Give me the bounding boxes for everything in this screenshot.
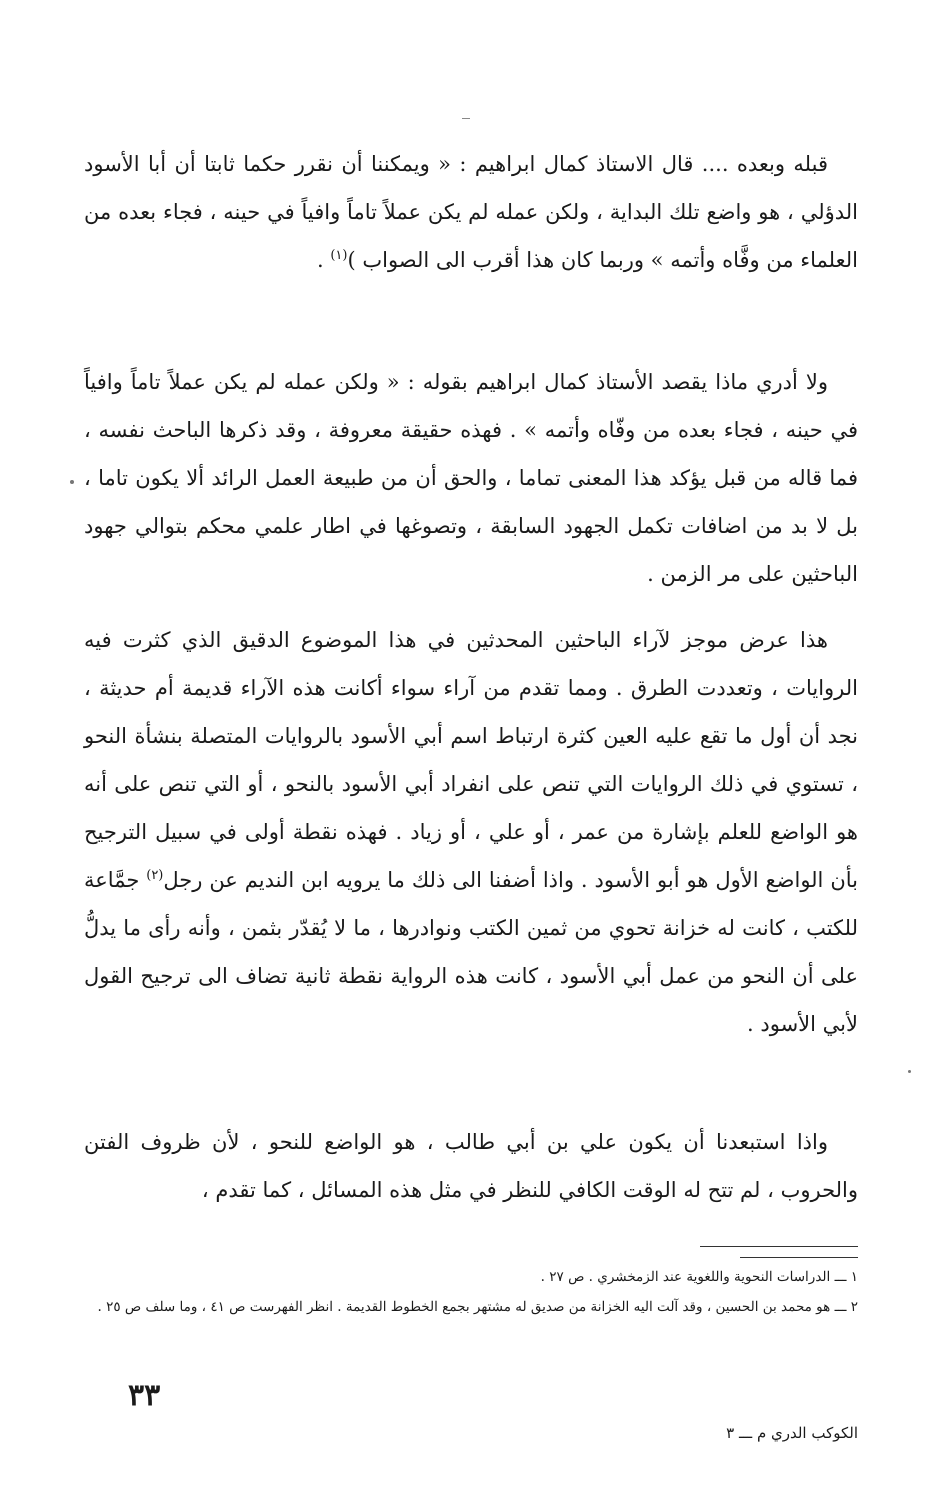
footnotes [78,1262,858,1322]
stray-dot [70,480,74,484]
paragraph-text: هذا عرض موجز لآراء الباحثين المحدثين في هذا الموضوع الدقيق الذي كثرت فيه الروايات ، وتعددت الطرق . ومما تقدم من آراء سواء أكانت هذه الآراء قديمة أم حديثة ، نجد أن أول ما تقع عليه العين كثرة ارتباط اسم أبي الأسود بالروايات المتصلة بنشأة النحو ، تستوي في ذلك الروايات التي تنص على انفراد أبي الأسود بالنحو ، أو التي تنص على أنه هو الواضع للعلم بإشارة من عمر ، أو علي ، أو زياد . فهذه نقطة أولى في سبيل الترجيح بأن الواضع الأول هو أبو الأسود . واذا أضفنا الى ذلك ما يرويه ابن النديم عن رجل [84,628,858,892]
paragraph-3 [84,616,858,1048]
paragraph-text: ولا أدري ماذا يقصد الأستاذ كمال ابراهيم بقوله : « ولكن عمله لم يكن عملاً تاماً وافياً في حينه ، فجاء بعده من وفّاه وأتمه » . فهذه حقيقة معروفة ، وقد ذكرها الباحث نفسه ، فما قاله من قبل يؤكد هذا المعنى تماما ، والحق أن من طبيعة العمل الرائد ألا يكون تاما ، بل لا بد من اضافات تكمل الجهود السابقة ، وتصوغها في اطار علمي محكم بتوالي جهود الباحثين على مر الزمن . [84,370,858,586]
paragraph-text: قبله وبعده .... قال الاستاذ كمال ابراهيم : « ويمكننا أن نقرر حكما ثابتا أن أبا الأسود الدؤلي ، هو واضع تلك البداية ، ولكن عمله لم يكن عملاً تاماً وافياً في حينه ، فجاء بعده من العلماء من وفَّاه وأتمه » وربما كان هذا أقرب الى الصواب ) [84,152,858,272]
stray-mark [462,118,470,119]
footnote-divider-short [740,1257,858,1258]
paragraph-2 [84,358,858,598]
page-number: ٣٣ [128,1378,161,1413]
paragraph-text: جمَّاعة للكتب ، كانت له خزانة تحوي من ثمين الكتب ونوادرها ، ما لا يُقدّر بثمن ، وأنه رأى ما يدلُّ على أن النحو من عمل أبي الأسود ، كانت هذه الرواية نقطة ثانية تضاف الى ترجيح القول لأبي الأسود . [84,868,858,1036]
paragraph-4 [84,1118,858,1214]
paragraph-1 [84,140,858,284]
paragraph-text: . [316,248,331,272]
stray-dot [908,1070,911,1073]
footnote-2: ٢ ـــ هو محمد بن الحسين ، وقد آلت اليه الخزانة من صديق له مشتهر بجمع الخطوط القديمة . انظر الفهرست ص ٤١ ، وما سلف ص ٢٥ . [97,1299,858,1315]
book-signature: الكوكب الدري م ـــ ٣ [726,1424,858,1442]
footnote-1: ١ ـــ الدراسات النحوية واللغوية عند الزمخشري . ص ٢٧ . [540,1269,858,1285]
footnote-divider [700,1246,858,1247]
paragraph-text: واذا استبعدنا أن يكون علي بن أبي طالب ، هو الواضع للنحو ، لأن ظروف الفتن والحروب ، لم تتح له الوقت الكافي للنظر في مثل هذه المسائل ، كما تقدم ، [84,1130,858,1202]
footnote-ref-1[interactable]: (١) [330,248,348,263]
footnote-ref-2[interactable]: (٢) [146,868,164,883]
